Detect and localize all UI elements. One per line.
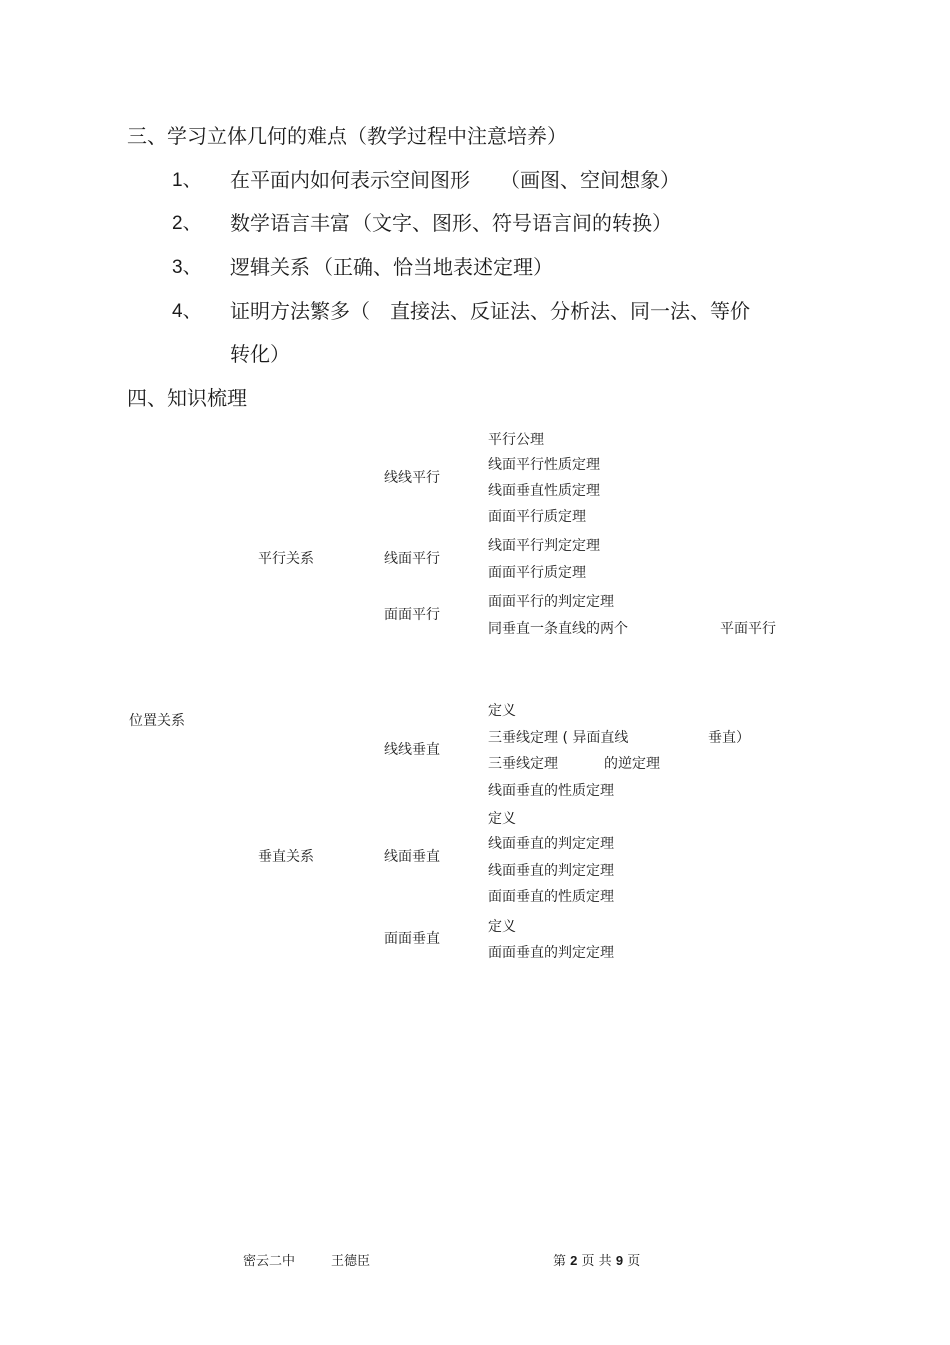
tree-leaf: 面面垂直的性质定理 bbox=[488, 889, 614, 905]
item-1-text: 在平面内如何表示空间图形 bbox=[230, 168, 470, 192]
item-3-number: 3、 bbox=[172, 257, 202, 278]
tree-leaf: 线面平行性质定理 bbox=[488, 457, 600, 473]
tree-leaf-tail: 平面平行 bbox=[720, 621, 776, 637]
tree-root: 位置关系 bbox=[129, 713, 185, 729]
section-4-heading: 四、知识梳理 bbox=[127, 386, 247, 410]
line-plane-parallel: 线面平行 bbox=[384, 551, 440, 567]
item-1-number: 1、 bbox=[172, 170, 202, 191]
item-1-note: （画图、空间想象） bbox=[500, 168, 680, 192]
item-4-continuation: 转化） bbox=[230, 342, 290, 366]
perpendicular-relation: 垂直关系 bbox=[258, 849, 314, 865]
tree-leaf: 线面垂直的判定定理 bbox=[488, 863, 614, 879]
tree-leaf: 三垂线定理 bbox=[488, 756, 558, 772]
item-2-note: （文字、图形、符号语言间的转换） bbox=[352, 211, 672, 235]
parallel-relation: 平行关系 bbox=[258, 551, 314, 567]
tree-leaf-tail: 的逆定理 bbox=[604, 756, 660, 772]
item-3-note: （正确、恰当地表述定理） bbox=[313, 255, 553, 279]
item-4-text: 证明方法繁多（ bbox=[230, 299, 370, 323]
tree-leaf: 同垂直一条直线的两个 bbox=[488, 621, 628, 637]
item-2-text: 数学语言丰富 bbox=[230, 211, 350, 235]
item-3-text: 逻辑关系 bbox=[230, 255, 310, 279]
plane-plane-perpendicular: 面面垂直 bbox=[384, 931, 440, 947]
tree-leaf: 面面平行质定理 bbox=[488, 565, 586, 581]
line-line-parallel: 线线平行 bbox=[384, 470, 440, 486]
tree-leaf: 定义 bbox=[488, 919, 516, 935]
tree-leaf: 三垂线定理 ( 异面直线 bbox=[488, 730, 629, 746]
footer-school: 密云二中 bbox=[243, 1254, 296, 1269]
tree-leaf: 线面垂直的性质定理 bbox=[488, 783, 614, 799]
tree-leaf: 平行公理 bbox=[488, 432, 544, 448]
tree-leaf: 线面垂直的判定定理 bbox=[488, 836, 614, 852]
tree-leaf: 定义 bbox=[488, 811, 516, 827]
footer-page-info bbox=[553, 1250, 640, 1269]
footer-page-post: 页 bbox=[627, 1254, 641, 1269]
item-4-number: 4、 bbox=[172, 301, 202, 322]
section-3-heading: 三、学习立体几何的难点（教学过程中注意培养） bbox=[127, 124, 567, 148]
item-2-number: 2、 bbox=[172, 213, 202, 234]
tree-leaf: 定义 bbox=[488, 703, 516, 719]
footer-page-total: 9 bbox=[615, 1253, 624, 1268]
line-plane-perpendicular: 线面垂直 bbox=[384, 849, 440, 865]
item-4-note: 直接法、反证法、分析法、同一法、等价 bbox=[390, 299, 750, 323]
footer-page-pre: 第 bbox=[553, 1254, 567, 1269]
tree-leaf: 面面平行的判定定理 bbox=[488, 594, 614, 610]
tree-leaf: 面面垂直的判定定理 bbox=[488, 945, 614, 961]
tree-leaf: 面面平行质定理 bbox=[488, 509, 586, 525]
plane-plane-parallel: 面面平行 bbox=[384, 607, 440, 623]
footer-author: 王德臣 bbox=[331, 1254, 371, 1269]
footer-page-mid: 页 共 bbox=[581, 1254, 612, 1269]
tree-leaf: 线面垂直性质定理 bbox=[488, 483, 600, 499]
tree-leaf: 线面平行判定定理 bbox=[488, 538, 600, 554]
tree-leaf-tail: 垂直） bbox=[708, 730, 750, 746]
line-line-perpendicular: 线线垂直 bbox=[384, 742, 440, 758]
footer-page-number: 2 bbox=[570, 1253, 578, 1268]
